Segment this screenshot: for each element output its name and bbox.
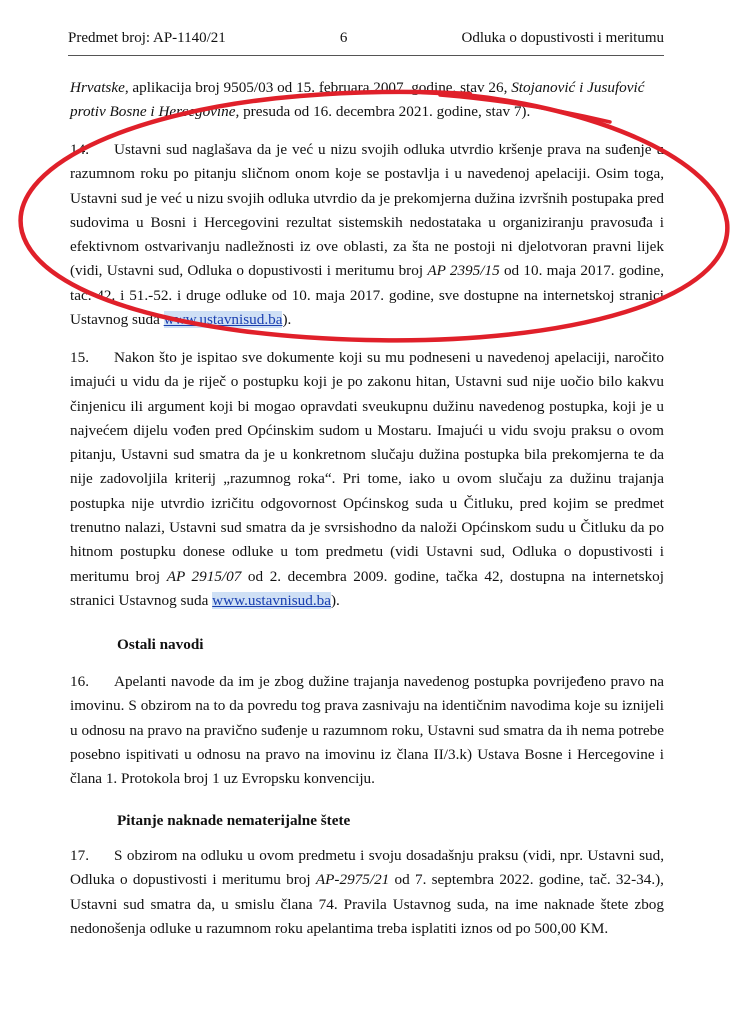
paragraph-text: Apelanti navode da im je zbog dužine trajanja navedenog postupka povrijeđeno pravo na imovinu. S obzirom na to da povredu tog prava zasnivaju na identičnim navodima koje su iznijeli u odnosu na pravo na pravično suđenje u razumnom roku, Ustavni sud smatra da ih nema potrebe posebno ispitivati u odnosu na pravo na imovinu iz člana II/3.k) Ustava Bosne i Hercegovine i člana 1. Protokola broj 1 uz Evropsku konvenciju. bbox=[70, 673, 664, 788]
case-reference: AP 2915/07 bbox=[166, 567, 242, 585]
document-type: Odluka o dopustivosti i meritumu bbox=[461, 30, 664, 46]
paragraph-number: 14. bbox=[70, 141, 89, 158]
intro-text: , aplikacija broj 9505/03 od 15. februara 2007. godine, stav 26, bbox=[124, 79, 512, 96]
paragraph-number: 16. bbox=[70, 673, 89, 690]
website-link[interactable]: www.ustavnisud.ba bbox=[163, 311, 283, 329]
paragraph-text: Nakon što je ispitao sve dokumente koji su mu podneseni u navedenoj apelaciji, naročito imajući u vidu da je riječ o postupku koji je po zakonu hitan, Ustavni sud nije uočio bilo kakvu činjenicu ili argument koji bi mogao opravdati sveukupnu dužinu navedenog postupka, koji je u najvećem dijelu vođen pred Općinskim sudom u Mostaru. Imajući u vidu svoju praksu o ovom pitanju, Ustavni sud smatra da je u konkretnom slučaju dužina postupka bila prekomjerna te da nije zadovoljila kriterij „razumnog roka“. Pri tome, iako u ovom slučaju za dužinu trajanja postupka nije utvrdio izričitu odgovornost Općinskog suda u Čitluku, pred kojim se predmet trenutno nalazi, Ustavni sud smatra da je svrsishodno da naloži Općinskom sudu u Čitluku da po hitnom postupku donese odluke u tom predmetu (vidi Ustavni sud, Odluka o dopustivosti i meritumu broj bbox=[70, 349, 664, 585]
page-header bbox=[68, 30, 664, 52]
paragraph-text: od 10. maja 2017. godine, tač. 42. i 51.-52. i druge odluke od 10. maja 2017. godine, sve dostupne na internetskoj stranici Ustavnog suda bbox=[70, 262, 664, 329]
intro-case-name-2: Stojanović i Jusufović bbox=[511, 79, 645, 96]
paragraph-text: od 7. septembra 2022. godine, tač. 32-34.), Ustavni sud smatra da, u smislu člana 74. Pravila Ustavnog suda, na ime naknade štete zbog nedonošenja odluke u razumnom roku apelantima treba isplatiti iznos od po 500,00 KM. bbox=[70, 871, 664, 937]
paragraph-text: S obzirom na odluku u ovom predmetu i svoju dosadašnju praksu (vidi, npr. Ustavni sud, Odluka o dopustivosti i meritumu broj bbox=[70, 847, 664, 889]
section-heading-ostali-navodi: Ostali navodi bbox=[117, 636, 204, 653]
intro-case-name: Hrvatske bbox=[70, 79, 125, 96]
paragraph-text: ). bbox=[330, 591, 340, 609]
case-reference: AP 2395/15 bbox=[427, 262, 500, 280]
intro-text-2: presuda od 16. decembra 2021. godine, stav 7). bbox=[239, 103, 531, 121]
case-number: Predmet broj: AP-1140/21 bbox=[68, 30, 226, 46]
section-heading-naknada: Pitanje naknade nematerijalne štete bbox=[117, 812, 351, 829]
paragraph-text: od 2. decembra 2009. godine, tačka 42, dostupna na internetskoj stranici Ustavnog suda bbox=[70, 567, 664, 609]
intro-paragraph bbox=[70, 76, 664, 125]
case-reference: AP-2975/21 bbox=[315, 871, 390, 889]
paragraph-15 bbox=[70, 346, 664, 613]
intro-case-name-3: protiv Bosne i Hercegovine, bbox=[70, 103, 240, 121]
website-link[interactable]: www.ustavnisud.ba bbox=[212, 591, 331, 609]
page-number: 6 bbox=[339, 30, 348, 46]
paragraph-text: Ustavni sud naglašava da je već u nizu svojih odluka utvrdio kršenje prava na suđenje u razumnom roku po pitanju sličnom onom koje se postavlja i u navedenoj apelaciji. Osim toga, Ustavni sud je već u nizu svojih odluka utvrdio da je prekomjerna dužina izvršnih postupaka pred sudovima u Bosni i Hercegovini rezultat sistemskih nedostataka u organiziranju pravosuđa i efektivnom ostvarivanju nadležnosti iz ove oblasti, za šta ne postoji ni djelotvoran pravni lijek (vidi, Ustavni sud, Odluka o dopustivosti i meritumu broj bbox=[70, 141, 664, 280]
paragraph-17 bbox=[70, 844, 664, 941]
paragraph-number: 17. bbox=[70, 847, 89, 864]
paragraph-16 bbox=[70, 670, 664, 791]
paragraph-text: ). bbox=[282, 311, 292, 329]
paragraph-14 bbox=[70, 138, 664, 332]
header-rule bbox=[68, 55, 664, 56]
paragraph-number: 15. bbox=[70, 349, 89, 366]
